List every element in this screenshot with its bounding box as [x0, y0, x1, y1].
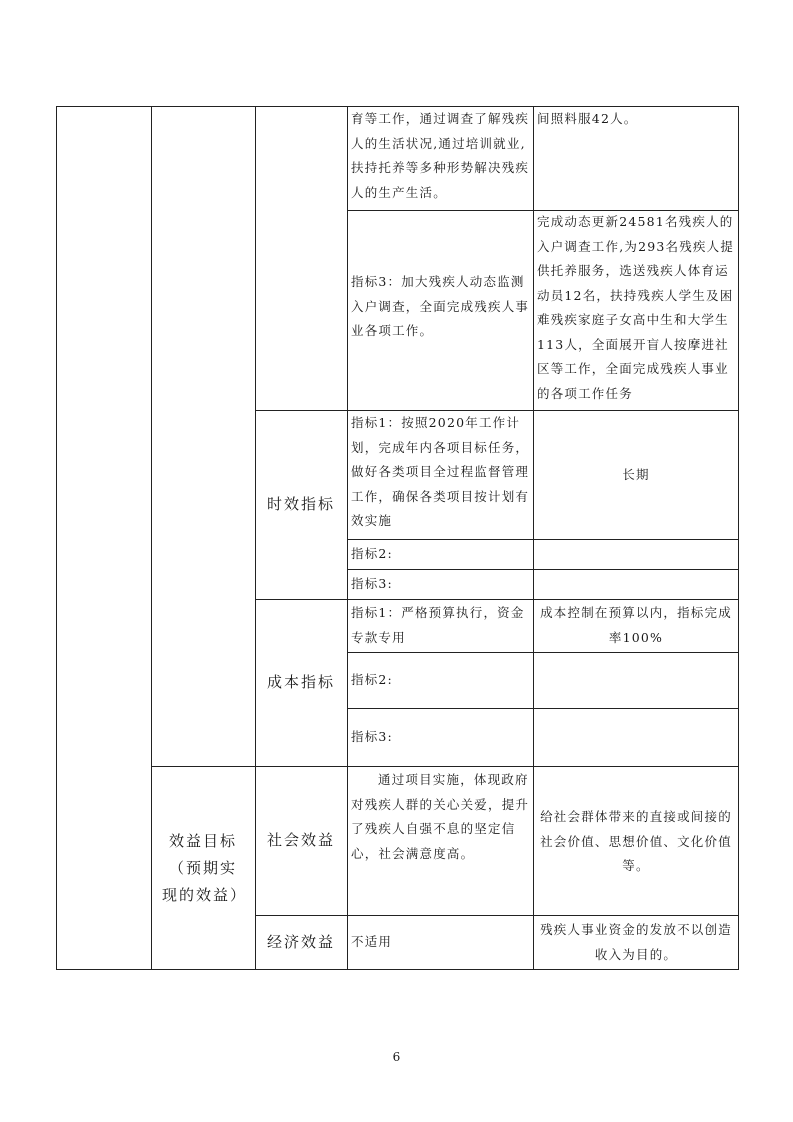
- row-divider: [347, 569, 739, 570]
- economic-benefit-label: 经济效益: [266, 933, 335, 951]
- indicator-cell: 指标1：严格预算执行，资金专款专用: [351, 605, 525, 645]
- indicator-cell: 指标3：加大残疾人动态监测入户调查，全面完成残疾人事业各项工作。: [351, 274, 530, 338]
- value-cell: 长期: [622, 467, 650, 482]
- value-cell: 间照料服42人。: [537, 111, 638, 126]
- column-divider: [151, 106, 152, 970]
- indicator-cell: 指标2:: [351, 546, 393, 561]
- cost-label: 成本指标: [266, 673, 335, 691]
- value-cell: 完成动态更新24581名残疾人的入户调查工作,为293名残疾人提供托养服务，选送残疾人体育运动员12名，扶持残疾人学生及困难残疾家庭子女高中生和大学生113人，全面展开盲人按摩进社区等工作，全面完成残疾人事业的各项工作任务: [537, 214, 735, 401]
- value-cell: 残疾人事业资金的发放不以创造收入为目的。: [540, 922, 732, 962]
- row-divider: [347, 539, 739, 540]
- benefit-goal-label: 效益目标（预期实现的效益）: [162, 831, 248, 904]
- timeliness-label: 时效指标: [266, 495, 335, 513]
- value-cell: 给社会群体带来的直接或间接的社会价值、思想价值、文化价值等。: [540, 809, 732, 873]
- row-divider: [347, 708, 739, 709]
- indicator-cell: 育等工作，通过调查了解残疾人的生活状况,通过培训就业,扶持托养等多种形势解决残疾人的生产生活。: [351, 111, 530, 200]
- row-divider: [347, 652, 739, 653]
- indicator-cell: 指标2:: [351, 672, 393, 687]
- indicator-cell: 指标3:: [351, 576, 393, 591]
- indicator-cell: 指标3:: [351, 729, 393, 744]
- indicator-cell: 指标1：按照2020年工作计划，完成年内各项目标任务，做好各类项目全过程监督管理工作，确保各类项目按计划有效实施: [351, 415, 530, 528]
- value-cell: 成本控制在预算以内，指标完成率100%: [540, 605, 732, 645]
- page-number: 6: [392, 1050, 401, 1064]
- indicator-cell: 不适用: [351, 934, 393, 949]
- column-divider: [533, 106, 534, 970]
- indicator-cell: 通过项目实施，体现政府对残疾人群的关心关爱，提升了残疾人自强不息的坚定信心，社会满意度高。: [351, 772, 530, 861]
- column-divider: [347, 106, 348, 970]
- social-benefit-label: 社会效益: [266, 831, 335, 849]
